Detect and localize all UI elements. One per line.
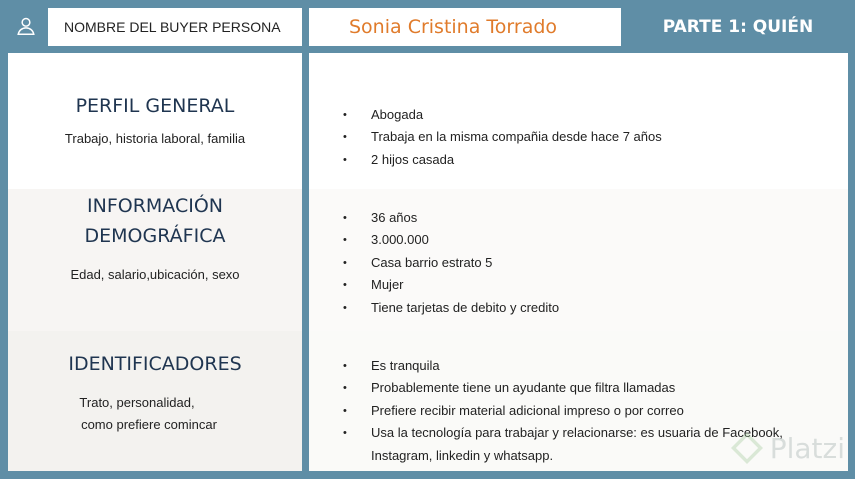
left-band-profile — [8, 53, 302, 189]
platzi-logo-icon — [730, 431, 764, 465]
list-item: • 36 años — [309, 207, 848, 229]
profile-list — [309, 104, 848, 171]
platzi-watermark — [730, 431, 845, 465]
list-item: • Tiene tarjetas de debito y credito — [309, 297, 848, 319]
section-title-demographic-line2: DEMOGRÁFICA — [84, 225, 226, 247]
section-title-profile: PERFIL GENERAL — [75, 95, 235, 117]
list-item: • Abogada — [309, 104, 848, 126]
demographic-list — [309, 207, 848, 319]
section-title-demographic: INFORMACIÓN — [87, 195, 223, 217]
list-item: • 3.000.000 — [309, 229, 848, 251]
list-item: • Prefiere recibir material adicional impreso o por correo — [309, 400, 848, 422]
list-item: • Casa barrio estrato 5 — [309, 252, 848, 274]
list-item: • 2 hijos casada — [309, 149, 848, 171]
section-title-identifiers: IDENTIFICADORES — [68, 353, 242, 375]
section-subtitle-identifiers-line2: como prefiere comincar — [81, 417, 217, 432]
section-subtitle-demographic: Edad, salario,ubicación, sexo — [70, 267, 240, 282]
list-item: • Es tranquila — [309, 355, 848, 377]
right-panel — [309, 53, 848, 471]
left-panel — [8, 53, 302, 471]
user-icon — [15, 15, 37, 37]
list-item: • Usa la tecnología para trabajar y relacionarse: es usuaria de Facebook, Instagram, linkedin y whatsapp. — [309, 422, 848, 467]
header-user-icon-box — [7, 7, 45, 45]
persona-name-value: Sonia Cristina Torrado — [309, 8, 621, 46]
list-item: • Mujer — [309, 274, 848, 296]
list-item: • Probablemente tiene un ayudante que filtra llamadas — [309, 377, 848, 399]
persona-name-label: NOMBRE DEL BUYER PERSONA — [48, 8, 302, 46]
watermark-text: Platzi — [769, 431, 845, 465]
section-subtitle-profile: Trabajo, historia laboral, familia — [64, 131, 246, 146]
part-title: PARTE 1: QUIÉN — [662, 17, 814, 37]
list-item: • Trabaja en la misma compañia desde hace 7 años — [309, 126, 848, 148]
section-subtitle-identifiers: Trato, personalidad, — [79, 395, 195, 410]
